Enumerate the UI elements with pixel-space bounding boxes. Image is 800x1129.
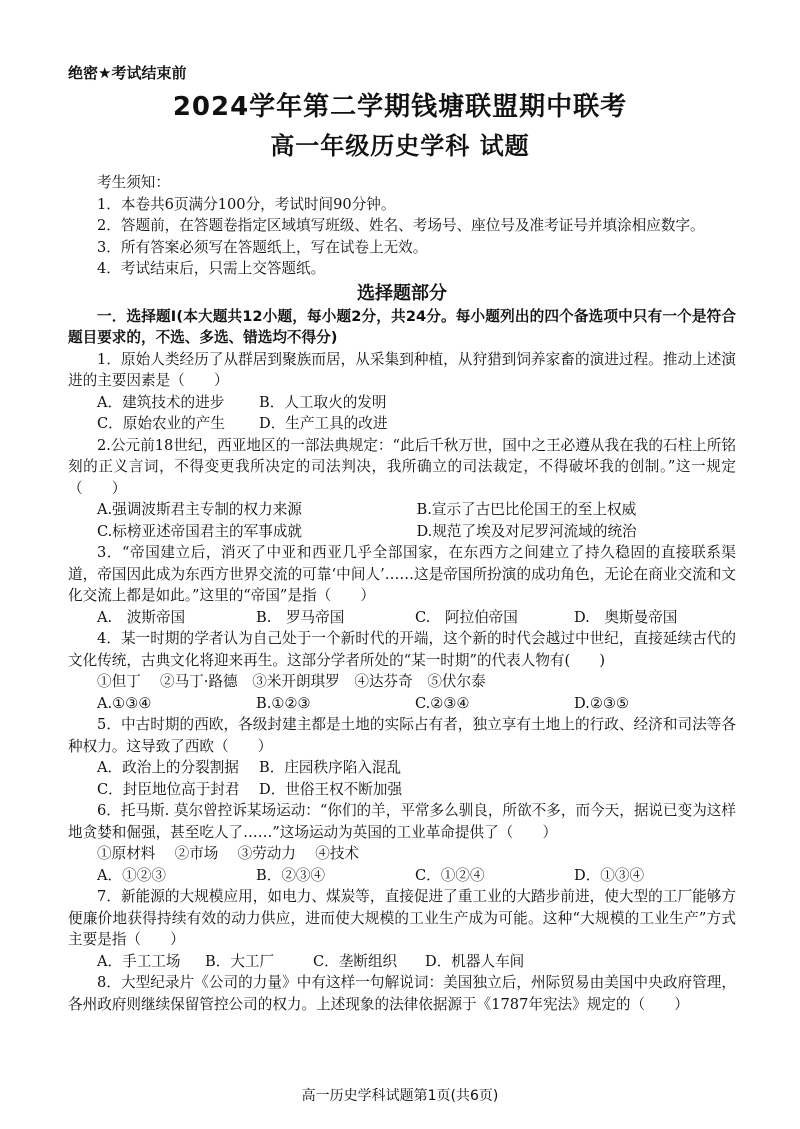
option-c: C.标榜亚述帝国君主的军事成就 — [97, 522, 303, 540]
option-a: A．手工工场 — [97, 952, 181, 970]
option-c: C．垄断组织 — [313, 952, 398, 970]
option-c: C．①②④ — [415, 866, 485, 884]
question-options — [68, 757, 736, 779]
notice-item: 3．所有答案必须写在答题纸上，写在试卷上无效。 — [97, 238, 428, 256]
option-d: D.②③⑤ — [574, 694, 630, 712]
option-d: D. 奥斯曼帝国 — [574, 608, 678, 626]
question-stem: 2.公元前18世纪，西亚地区的一部法典规定：“此后千秋万世，国中之王必遵从我在我的石柱上所铭刻的正义言词，不得变更我所决定的司法判决，我所确立的司法裁定，不得破坏我的创制。”这一规定（ ） — [68, 436, 736, 497]
option-c: C.②③④ — [415, 694, 470, 712]
section-instruction: 一．选择题Ⅰ(本大题共12小题，每小题2分，共24分。每小题列出的四个备选项中只有一个是符合题目要求的，不选、多选、错选均不得分) — [68, 307, 736, 346]
question-options — [68, 499, 736, 521]
question-stem: 1．原始人类经历了从群居到聚族而居，从采集到种植，从狩猎到饲养家畜的演进过程。推动上述演进的主要因素是（ ） — [68, 350, 736, 389]
option-a: A.强调波斯君主专制的权力来源 — [97, 501, 302, 518]
option-c: C. 阿拉伯帝国 — [415, 608, 518, 626]
question-options — [68, 865, 736, 887]
option-d: D．世俗王权不断加强 — [259, 780, 403, 798]
question-options — [68, 951, 736, 973]
question-options — [68, 779, 736, 801]
option-c: C．封臣地位高于封君 — [97, 780, 240, 798]
question-stem: 7．新能源的大规模应用，如电力、煤炭等，直接促进了重工业的大踏步前进，使大型的工厂能够方便廉价地获得持续有效的动力供应，进而使大规模的工业生产成为可能。这种“大规模的工业生产”方式主要是指（ ） — [68, 888, 736, 948]
option-a: A．①②③ — [97, 866, 166, 884]
option-b: B.①②③ — [256, 694, 311, 712]
notice-item: 4．考试结束后，只需上交答题纸。 — [97, 260, 326, 277]
question-stem: 5．中古时期的西欧，各级封建主都是土地的实际占有者，独立享有土地上的行政、经济和司法等各种权力。这导致了西欧（ ） — [68, 716, 736, 755]
option-a: A. 波斯帝国 — [97, 608, 186, 626]
question-stem: 4．某一时期的学者认为自己处于一个新时代的开端，这个新的时代会越过中世纪，直接延续古代的文化传统，古典文化将迎来再生。这部分学者所处的“某一时期”的代表人物有( ) — [68, 630, 736, 669]
option-a: A.①③④ — [97, 694, 152, 712]
option-b: B. 罗马帝国 — [256, 608, 345, 626]
option-a: A．建筑技术的进步 — [97, 393, 225, 411]
question-options — [68, 521, 736, 543]
exam-content — [68, 172, 736, 1015]
option-d: D．生产工具的改进 — [259, 415, 388, 432]
exam-title: 2024学年第二学期钱塘联盟期中联考 — [172, 92, 628, 122]
question-sub-items: ①但丁 ②马丁·路德 ③米开朗琪罗 ④达芬奇 ⑤伏尔泰 — [97, 673, 486, 690]
exam-subtitle: 高一年级历史学科 试题 — [270, 132, 530, 160]
question-options — [68, 413, 736, 435]
section-title: 选择题部分 — [357, 282, 447, 304]
option-c: C．原始农业的产生 — [97, 415, 225, 432]
option-b: B.宣示了古巴比伦国王的至上权威 — [416, 501, 637, 518]
page-footer: 高一历史学科试题第1页(共6页) — [301, 1088, 499, 1104]
option-a: A．政治上的分裂割据 — [97, 759, 239, 776]
question-sub-items: ①原材料 ②市场 ③劳动力 ④技术 — [97, 845, 360, 862]
option-b: B．大工厂 — [205, 952, 275, 970]
question-options — [68, 693, 736, 715]
option-b: B．人工取火的发明 — [259, 393, 387, 411]
notice-heading: 考生须知： — [97, 174, 170, 191]
question-options — [68, 607, 736, 629]
notice-item: 1．本卷共6页满分100分，考试时间90分钟。 — [97, 195, 396, 213]
notice-item: 2．答题前，在答题卷指定区域填写班级、姓名、考场号、座位号及准考证号并填涂相应数字。 — [97, 217, 705, 234]
option-d: D．机器人车间 — [425, 952, 525, 970]
question-stem: 6．托马斯. 莫尔曾控诉某场运动：“你们的羊，平常多么驯良，所欲不多，而今天，据说已变为这样地贪婪和倔强，甚至吃人了……”这场运动为英国的工业革命提供了（ ） — [68, 802, 736, 841]
option-b: B．庄园秩序陷入混乱 — [259, 759, 402, 776]
question-stem: 3．“帝国建立后，消灭了中亚和西亚几乎全部国家，在东西方之间建立了持久稳固的直接联系渠道，帝国因此成为东西方世界交流的可靠‘中间人’……这是帝国所扮演的成功角色，无论在商业交流和文化交流上都是如此。”这里的“帝国”是指（ ） — [68, 544, 736, 604]
question-stem: 8．大型纪录片《公司的力量》中有这样一句解说词：美国独立后，州际贸易由美国中央政府管理，各州政府则继续保留管控公司的权力。上述现象的法律依据源于《1787年宪法》规定的（ ） — [68, 974, 736, 1013]
question-options — [68, 392, 736, 414]
option-d: D．①③④ — [574, 866, 645, 884]
confidential-mark: 绝密★考试结束前 — [68, 64, 187, 82]
option-b: B．②③④ — [256, 866, 326, 884]
option-d: D.规范了埃及对尼罗河流域的统治 — [416, 522, 637, 540]
